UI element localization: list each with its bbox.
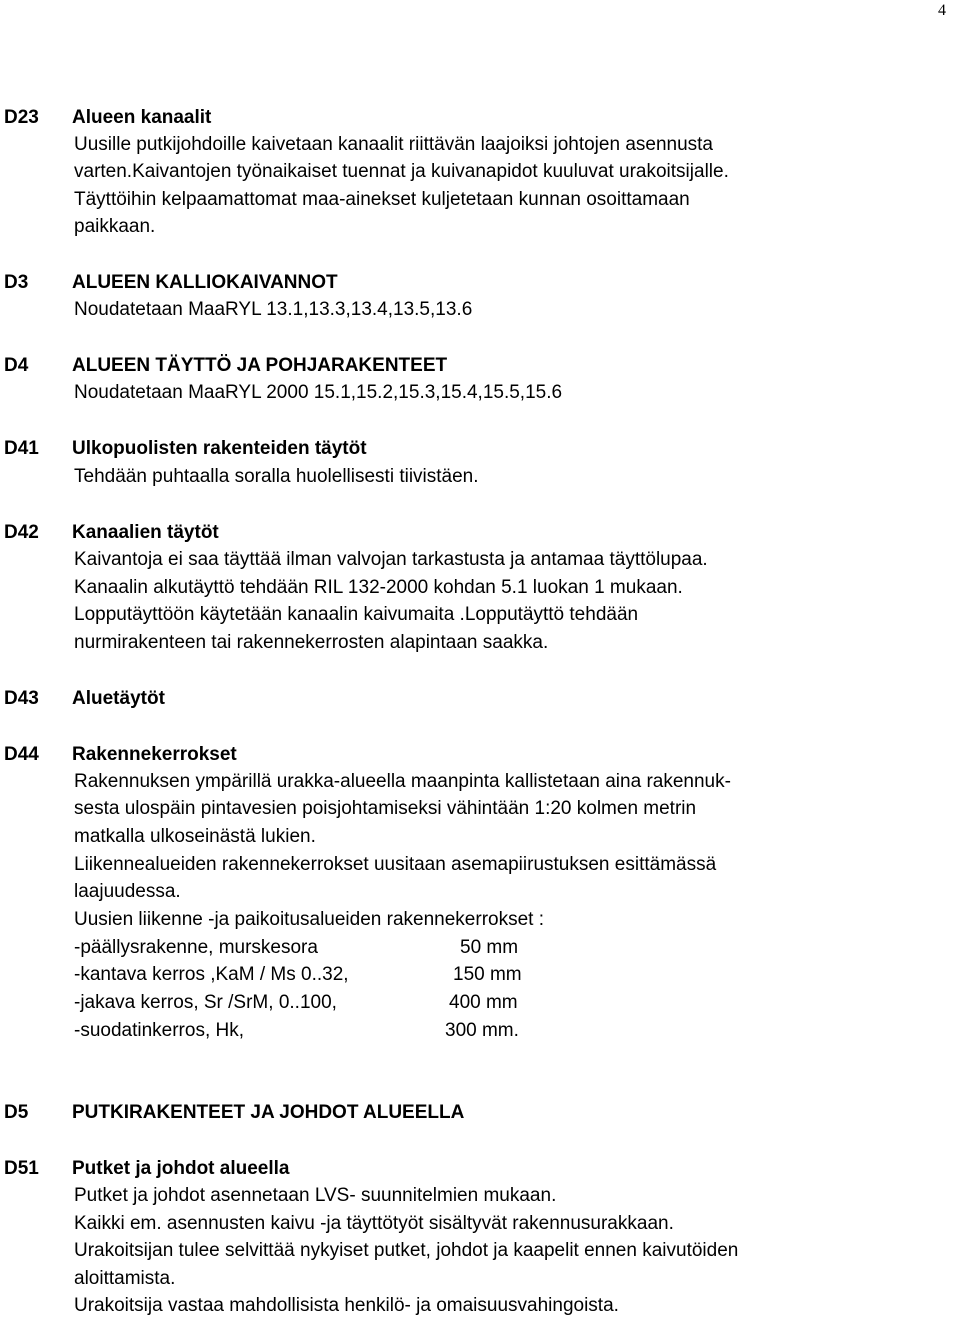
body-line: Tehdään puhtaalla soralla huolellisesti tiivistäen.: [74, 466, 479, 487]
body-line: varten.Kaivantojen työnaikaiset tuennat ja kuivanapidot kuuluvat urakoitsijalle.: [74, 161, 729, 182]
layer-thickness: 400 mm: [449, 992, 518, 1013]
body-line: aloittamista.: [74, 1268, 176, 1289]
section-heading: Rakennekerrokset: [72, 744, 237, 765]
body-line: Liikennealueiden rakennekerrokset uusitaan asemapiirustuksen esittämässä: [74, 854, 717, 875]
body-line: laajuudessa.: [74, 881, 181, 902]
body-line: Noudatetaan MaaRYL 2000 15.1,15.2,15.3,15.4,15.5,15.6: [74, 382, 563, 403]
section-heading: Alueen kanaalit: [72, 107, 212, 128]
section-code: D51: [4, 1158, 39, 1179]
section-code: D23: [4, 107, 39, 128]
section-heading: ALUEEN TÄYTTÖ JA POHJARAKENTEET: [72, 355, 448, 376]
section-code: D44: [4, 744, 39, 765]
body-line: Urakoitsijan tulee selvittää nykyiset putket, johdot ja kaapelit ennen kaivutöiden: [74, 1240, 739, 1261]
layer-thickness: 300 mm.: [445, 1020, 519, 1041]
section-heading: Putket ja johdot alueella: [72, 1158, 290, 1179]
section-heading: ALUEEN KALLIOKAIVANNOT: [72, 272, 338, 293]
layer-thickness: 50 mm: [460, 937, 519, 958]
section-code: D41: [4, 438, 39, 459]
section-heading: Kanaalien täytöt: [72, 522, 219, 543]
section-heading: PUTKIRAKENTEET JA JOHDOT ALUEELLA: [72, 1102, 465, 1123]
body-line: Lopputäyttöön käytetään kanaalin kaivumaita .Lopputäyttö tehdään: [74, 604, 639, 625]
body-line: matkalla ulkoseinästä lukien.: [74, 826, 316, 847]
body-line: Putket ja johdot asennetaan LVS- suunnitelmien mukaan.: [74, 1185, 557, 1206]
body-line: Noudatetaan MaaRYL 13.1,13.3,13.4,13.5,13.6: [74, 299, 473, 320]
layer-label: -jakava kerros, Sr /SrM, 0..100,: [74, 992, 337, 1013]
body-line: Rakennuksen ympärillä urakka-alueella maanpinta kallistetaan aina rakennuk-: [74, 771, 731, 792]
section-code: D43: [4, 688, 39, 709]
section-code: D42: [4, 522, 39, 543]
layer-label: -päällysrakenne, murskesora: [74, 937, 318, 958]
body-line: Kaikki em. asennusten kaivu -ja täyttötyöt sisältyvät rakennusurakkaan.: [74, 1213, 674, 1234]
body-line: Uusille putkijohdoille kaivetaan kanaalit riittävän laajoiksi johtojen asennusta: [74, 134, 713, 155]
section-code: D4: [4, 355, 29, 376]
layer-label: -suodatinkerros, Hk,: [74, 1020, 245, 1041]
body-line: Urakoitsija vastaa mahdollisista henkilö- ja omaisuusvahingoista.: [74, 1295, 619, 1316]
section-heading: Aluetäytöt: [72, 688, 165, 709]
body-line: Täyttöihin kelpaamattomat maa-ainekset kuljetetaan kunnan osoittamaan: [74, 189, 690, 210]
section-heading: Ulkopuolisten rakenteiden täytöt: [72, 438, 367, 459]
layer-label: -kantava kerros ,KaM / Ms 0..32,: [74, 964, 349, 985]
body-line: paikkaan.: [74, 216, 156, 237]
body-line: Kanaalin alkutäyttö tehdään RIL 132-2000 kohdan 5.1 luokan 1 mukaan.: [74, 577, 683, 598]
page-number: 4: [938, 2, 946, 19]
section-code: D5: [4, 1102, 29, 1123]
body-line: Uusien liikenne -ja paikoitusalueiden rakennekerrokset :: [74, 909, 544, 930]
body-line: sesta ulospäin pintavesien poisjohtamiseksi vähintään 1:20 kolmen metrin: [74, 798, 697, 819]
section-code: D3: [4, 272, 29, 293]
layer-thickness: 150 mm: [453, 964, 522, 985]
body-line: nurmirakenteen tai rakennekerrosten alapintaan saakka.: [74, 632, 549, 653]
body-line: Kaivantoja ei saa täyttää ilman valvojan tarkastusta ja antamaa täyttölupaa.: [74, 549, 708, 570]
